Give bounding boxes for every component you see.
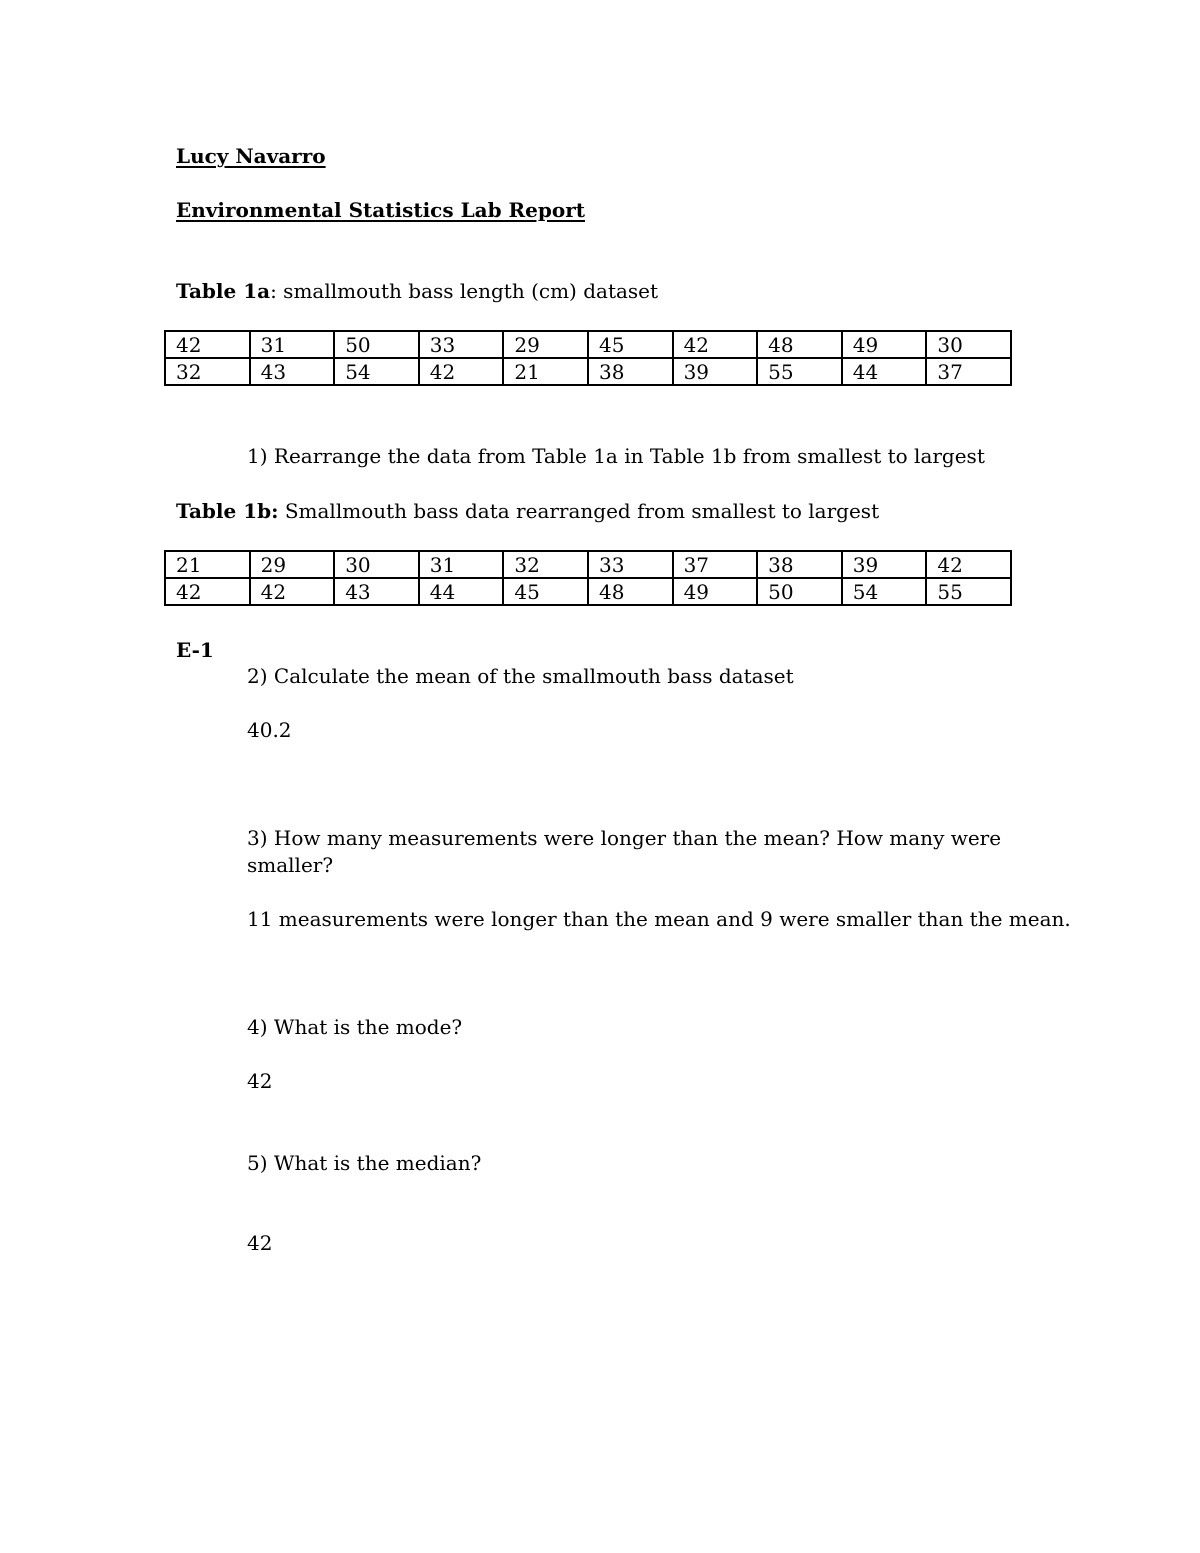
answer-3: 11 measurements were longer than the mean and 9 were smaller than the mean. [247, 907, 1071, 931]
table-cell: 39 [842, 551, 927, 578]
table-cell: 37 [673, 551, 758, 578]
question-5: 5) What is the median? [247, 1151, 482, 1175]
table-cell: 55 [926, 578, 1011, 605]
table-cell: 45 [588, 331, 673, 358]
table-cell: 42 [165, 578, 250, 605]
answer-2: 40.2 [247, 718, 292, 742]
table-cell: 39 [673, 358, 758, 385]
section-label: E-1 [176, 638, 214, 662]
table-cell: 49 [673, 578, 758, 605]
table-cell: 48 [757, 331, 842, 358]
answer-4: 42 [247, 1069, 273, 1093]
table-cell: 37 [926, 358, 1011, 385]
table-cell: 38 [757, 551, 842, 578]
table-1a [164, 330, 1012, 386]
table-row [165, 551, 1011, 578]
table-cell: 42 [165, 331, 250, 358]
table-cell: 32 [503, 551, 588, 578]
table-cell: 44 [842, 358, 927, 385]
table-row [165, 358, 1011, 385]
table-1a-description: : smallmouth bass length (cm) dataset [270, 279, 659, 303]
table-cell: 42 [673, 331, 758, 358]
table-cell: 49 [842, 331, 927, 358]
question-4: 4) What is the mode? [247, 1015, 463, 1039]
table-cell: 31 [419, 551, 504, 578]
table-1a-caption [176, 281, 658, 301]
table-cell: 30 [334, 551, 419, 578]
table-cell: 54 [842, 578, 927, 605]
table-cell: 54 [334, 358, 419, 385]
table-cell: 29 [250, 551, 335, 578]
report-title: Environmental Statistics Lab Report [176, 198, 585, 222]
table-1b-caption [176, 501, 879, 521]
table-1b [164, 550, 1012, 606]
author-name: Lucy Navarro [176, 144, 326, 168]
table-cell: 42 [419, 358, 504, 385]
table-row [165, 578, 1011, 605]
question-2: 2) Calculate the mean of the smallmouth bass dataset [247, 664, 794, 688]
table-cell: 21 [165, 551, 250, 578]
table-1b-description: Smallmouth bass data rearranged from smallest to largest [278, 499, 880, 523]
table-cell: 45 [503, 578, 588, 605]
question-1: 1) Rearrange the data from Table 1a in Table 1b from smallest to largest [247, 444, 985, 468]
question-3-line-1: 3) How many measurements were longer than the mean? How many were [247, 826, 1002, 850]
question-3-line-2: smaller? [247, 853, 334, 877]
table-1a-label: Table 1a [176, 279, 271, 303]
table-cell: 43 [250, 358, 335, 385]
table-cell: 30 [926, 331, 1011, 358]
table-cell: 32 [165, 358, 250, 385]
table-row [165, 331, 1011, 358]
table-cell: 29 [503, 331, 588, 358]
table-cell: 50 [757, 578, 842, 605]
table-cell: 43 [334, 578, 419, 605]
table-cell: 50 [334, 331, 419, 358]
table-cell: 44 [419, 578, 504, 605]
table-cell: 42 [926, 551, 1011, 578]
table-cell: 21 [503, 358, 588, 385]
table-cell: 38 [588, 358, 673, 385]
table-cell: 31 [250, 331, 335, 358]
table-cell: 48 [588, 578, 673, 605]
table-cell: 42 [250, 578, 335, 605]
table-1b-label: Table 1b: [176, 499, 279, 523]
table-cell: 55 [757, 358, 842, 385]
table-cell: 33 [588, 551, 673, 578]
answer-5: 42 [247, 1231, 273, 1255]
table-cell: 33 [419, 331, 504, 358]
